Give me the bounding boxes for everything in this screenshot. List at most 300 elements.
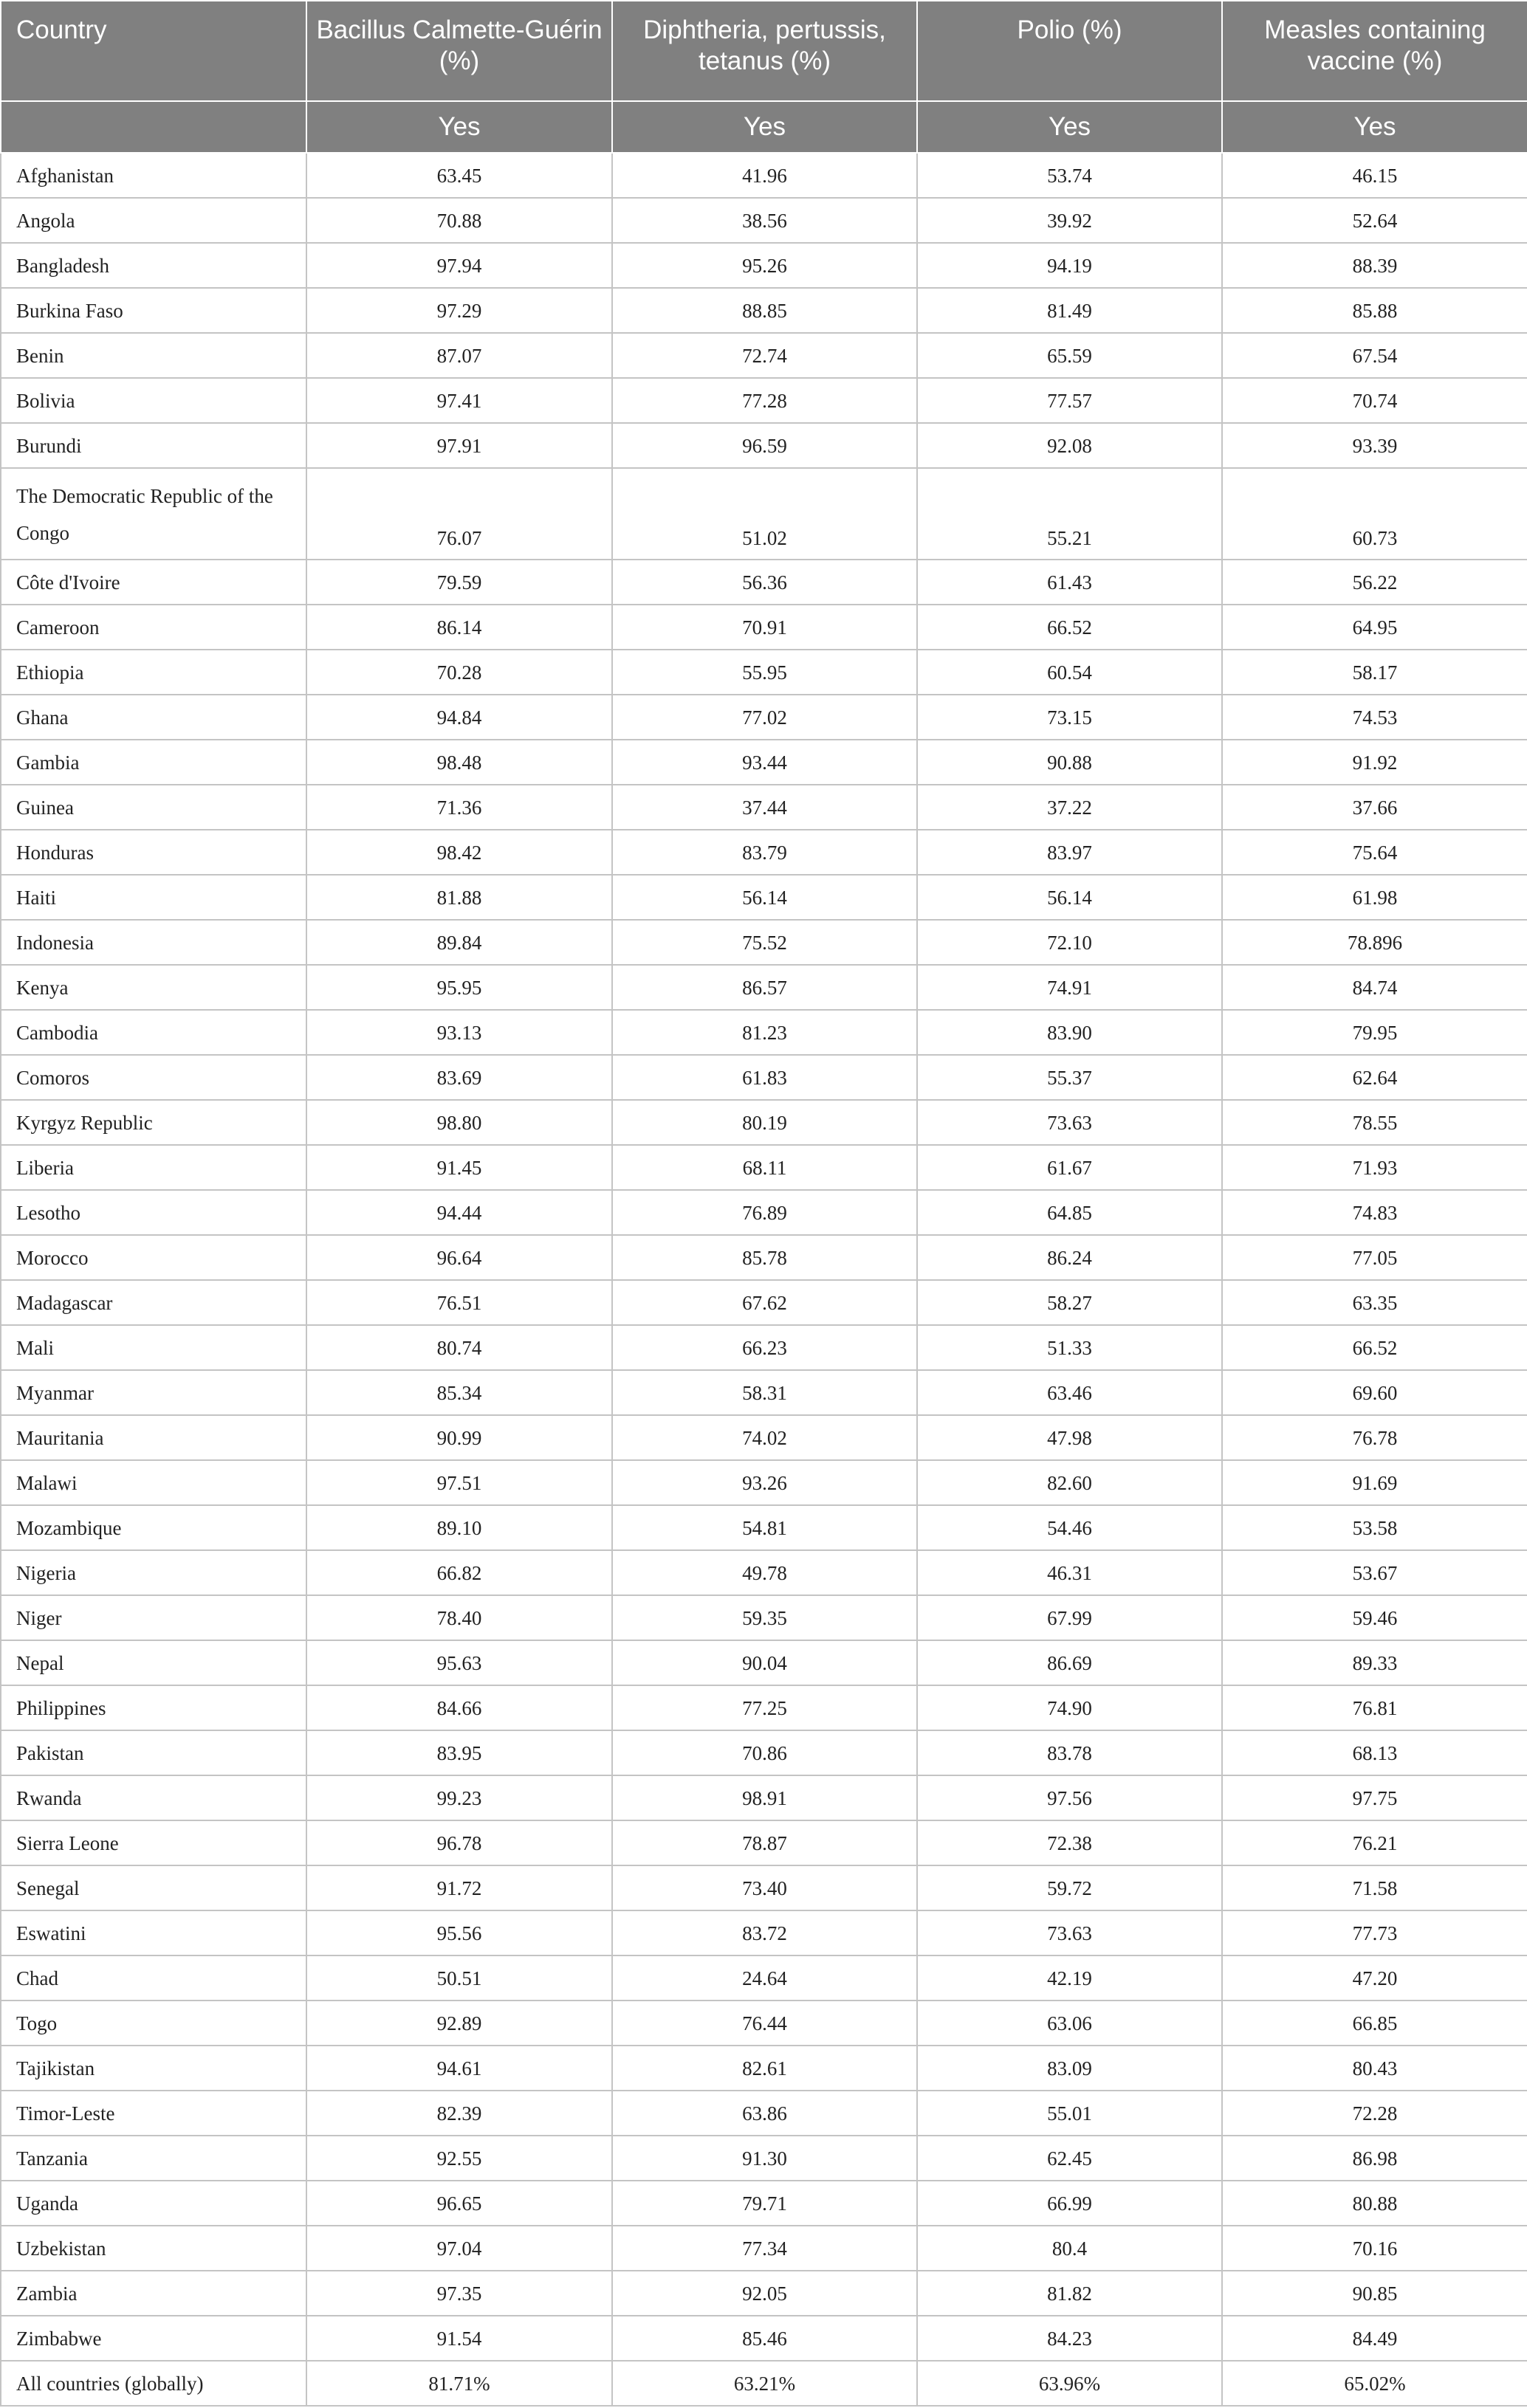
dpt-value-cell: 83.79 — [612, 830, 917, 875]
measles-value-cell: 76.81 — [1222, 1685, 1527, 1730]
measles-value-cell: 68.13 — [1222, 1730, 1527, 1775]
measles-value-cell: 93.39 — [1222, 423, 1527, 468]
dpt-value-cell: 77.02 — [612, 695, 917, 740]
table-row — [1, 2316, 1527, 2361]
measles-value-cell: 53.67 — [1222, 1550, 1527, 1595]
bcg-value-cell: 85.34 — [306, 1370, 612, 1415]
polio-value-cell: 72.10 — [917, 920, 1222, 965]
bcg-value-cell: 81.88 — [306, 875, 612, 920]
country-cell: Kenya — [1, 965, 306, 1010]
dpt-value-cell: 24.64 — [612, 1955, 917, 2001]
table-row — [1, 378, 1527, 423]
bcg-value-cell: 89.10 — [306, 1505, 612, 1550]
bcg-value-cell: 82.39 — [306, 2091, 612, 2136]
dpt-value-cell: 90.04 — [612, 1640, 917, 1685]
measles-value-cell: 74.83 — [1222, 1190, 1527, 1235]
measles-value-cell: 58.17 — [1222, 650, 1527, 695]
country-cell: Uzbekistan — [1, 2226, 306, 2271]
measles-value-cell: 71.58 — [1222, 1865, 1527, 1910]
country-cell: Nigeria — [1, 1550, 306, 1595]
table-row — [1, 1280, 1527, 1325]
polio-value-cell: 53.74 — [917, 153, 1222, 198]
measles-value-cell: 78.896 — [1222, 920, 1527, 965]
polio-value-cell: 58.27 — [917, 1280, 1222, 1325]
bcg-value-cell: 81.71% — [306, 2361, 612, 2406]
country-cell: Myanmar — [1, 1370, 306, 1415]
bcg-value-cell: 99.23 — [306, 1775, 612, 1820]
country-cell: Ethiopia — [1, 650, 306, 695]
table-row — [1, 2181, 1527, 2226]
dpt-value-cell: 74.02 — [612, 1415, 917, 1460]
table-row — [1, 605, 1527, 650]
measles-value-cell: 60.73 — [1222, 468, 1527, 560]
country-cell: The Democratic Republic of the Congo — [1, 468, 306, 560]
dpt-value-cell: 56.14 — [612, 875, 917, 920]
bcg-value-cell: 91.45 — [306, 1145, 612, 1190]
polio-value-cell: 92.08 — [917, 423, 1222, 468]
table-row — [1, 1325, 1527, 1370]
polio-value-cell: 73.63 — [917, 1100, 1222, 1145]
measles-value-cell: 65.02% — [1222, 2361, 1527, 2406]
polio-value-cell: 63.06 — [917, 2001, 1222, 2046]
measles-column-header: Measles containing vaccine (%) — [1222, 1, 1527, 101]
table-header — [1, 1, 1527, 153]
polio-value-cell: 55.37 — [917, 1055, 1222, 1100]
country-cell: Niger — [1, 1595, 306, 1640]
polio-value-cell: 66.99 — [917, 2181, 1222, 2226]
measles-value-cell: 56.22 — [1222, 560, 1527, 605]
dpt-value-cell: 75.52 — [612, 920, 917, 965]
dpt-value-cell: 66.23 — [612, 1325, 917, 1370]
dpt-value-cell: 41.96 — [612, 153, 917, 198]
polio-value-cell: 86.69 — [917, 1640, 1222, 1685]
bcg-value-cell: 96.64 — [306, 1235, 612, 1280]
measles-value-cell: 77.05 — [1222, 1235, 1527, 1280]
polio-value-cell: 97.56 — [917, 1775, 1222, 1820]
dpt-value-cell: 68.11 — [612, 1145, 917, 1190]
bcg-value-cell: 63.45 — [306, 153, 612, 198]
polio-value-cell: 80.4 — [917, 2226, 1222, 2271]
table-row — [1, 965, 1527, 1010]
subheader-row — [1, 101, 1527, 153]
measles-value-cell: 61.98 — [1222, 875, 1527, 920]
bcg-value-cell: 92.89 — [306, 2001, 612, 2046]
bcg-value-cell: 98.48 — [306, 740, 612, 785]
dpt-value-cell: 96.59 — [612, 423, 917, 468]
table-row — [1, 423, 1527, 468]
measles-value-cell: 77.73 — [1222, 1910, 1527, 1955]
measles-value-cell: 91.92 — [1222, 740, 1527, 785]
polio-value-cell: 66.52 — [917, 605, 1222, 650]
country-cell: Pakistan — [1, 1730, 306, 1775]
bcg-value-cell: 70.88 — [306, 198, 612, 243]
country-cell: All countries (globally) — [1, 2361, 306, 2406]
measles-value-cell: 89.33 — [1222, 1640, 1527, 1685]
measles-value-cell: 88.39 — [1222, 243, 1527, 288]
bcg-value-cell: 70.28 — [306, 650, 612, 695]
bcg-value-cell: 80.74 — [306, 1325, 612, 1370]
table-row — [1, 1775, 1527, 1820]
measles-value-cell: 90.85 — [1222, 2271, 1527, 2316]
country-cell: Angola — [1, 198, 306, 243]
table-row — [1, 1685, 1527, 1730]
polio-value-cell: 81.82 — [917, 2271, 1222, 2316]
dpt-value-cell: 88.85 — [612, 288, 917, 333]
country-cell: Cambodia — [1, 1010, 306, 1055]
dpt-value-cell: 59.35 — [612, 1595, 917, 1640]
table-row — [1, 830, 1527, 875]
bcg-value-cell: 66.82 — [306, 1550, 612, 1595]
polio-value-cell: 94.19 — [917, 243, 1222, 288]
polio-value-cell: 67.99 — [917, 1595, 1222, 1640]
table-row — [1, 1100, 1527, 1145]
table-row — [1, 288, 1527, 333]
bcg-value-cell: 79.59 — [306, 560, 612, 605]
bcg-value-cell: 97.04 — [306, 2226, 612, 2271]
bcg-subheader: Yes — [306, 101, 612, 153]
polio-value-cell: 86.24 — [917, 1235, 1222, 1280]
country-cell: Chad — [1, 1955, 306, 2001]
table-row — [1, 1415, 1527, 1460]
bcg-value-cell: 91.72 — [306, 1865, 612, 1910]
bcg-value-cell: 86.14 — [306, 605, 612, 650]
table-row — [1, 1505, 1527, 1550]
country-cell: Nepal — [1, 1640, 306, 1685]
polio-value-cell: 61.67 — [917, 1145, 1222, 1190]
bcg-value-cell: 97.29 — [306, 288, 612, 333]
table-row — [1, 1055, 1527, 1100]
table-row — [1, 1730, 1527, 1775]
polio-value-cell: 83.78 — [917, 1730, 1222, 1775]
table-row — [1, 1820, 1527, 1865]
dpt-value-cell: 73.40 — [612, 1865, 917, 1910]
country-cell: Indonesia — [1, 920, 306, 965]
polio-value-cell: 72.38 — [917, 1820, 1222, 1865]
table-row — [1, 1145, 1527, 1190]
country-cell: Liberia — [1, 1145, 306, 1190]
polio-value-cell: 73.63 — [917, 1910, 1222, 1955]
polio-value-cell: 73.15 — [917, 695, 1222, 740]
dpt-value-cell: 78.87 — [612, 1820, 917, 1865]
measles-value-cell: 59.46 — [1222, 1595, 1527, 1640]
polio-value-cell: 46.31 — [917, 1550, 1222, 1595]
table-row — [1, 198, 1527, 243]
table-row — [1, 560, 1527, 605]
polio-value-cell: 74.90 — [917, 1685, 1222, 1730]
dpt-value-cell: 55.95 — [612, 650, 917, 695]
bcg-value-cell: 97.41 — [306, 378, 612, 423]
table-row — [1, 1190, 1527, 1235]
table-row — [1, 1235, 1527, 1280]
measles-value-cell: 53.58 — [1222, 1505, 1527, 1550]
dpt-value-cell: 51.02 — [612, 468, 917, 560]
table-row — [1, 785, 1527, 830]
dpt-value-cell: 76.89 — [612, 1190, 917, 1235]
polio-value-cell: 56.14 — [917, 875, 1222, 920]
country-column-header: Country — [1, 1, 306, 101]
measles-value-cell: 72.28 — [1222, 2091, 1527, 2136]
measles-subheader: Yes — [1222, 101, 1527, 153]
measles-value-cell: 37.66 — [1222, 785, 1527, 830]
dpt-value-cell: 79.71 — [612, 2181, 917, 2226]
polio-value-cell: 62.45 — [917, 2136, 1222, 2181]
dpt-value-cell: 54.81 — [612, 1505, 917, 1550]
dpt-value-cell: 93.26 — [612, 1460, 917, 1505]
polio-value-cell: 59.72 — [917, 1865, 1222, 1910]
table-row — [1, 695, 1527, 740]
country-cell: Tanzania — [1, 2136, 306, 2181]
country-cell: Togo — [1, 2001, 306, 2046]
polio-value-cell: 84.23 — [917, 2316, 1222, 2361]
table-row — [1, 1370, 1527, 1415]
measles-value-cell: 86.98 — [1222, 2136, 1527, 2181]
table-row — [1, 1550, 1527, 1595]
bcg-value-cell: 94.84 — [306, 695, 612, 740]
dpt-column-header: Diphtheria, pertussis, tetanus (%) — [612, 1, 917, 101]
dpt-value-cell: 76.44 — [612, 2001, 917, 2046]
table-row — [1, 243, 1527, 288]
polio-value-cell: 55.21 — [917, 468, 1222, 560]
table-row — [1, 920, 1527, 965]
bcg-value-cell: 93.13 — [306, 1010, 612, 1055]
polio-value-cell: 81.49 — [917, 288, 1222, 333]
bcg-value-cell: 94.61 — [306, 2046, 612, 2091]
polio-value-cell: 82.60 — [917, 1460, 1222, 1505]
dpt-value-cell: 58.31 — [612, 1370, 917, 1415]
country-cell: Tajikistan — [1, 2046, 306, 2091]
country-cell: Madagascar — [1, 1280, 306, 1325]
polio-value-cell: 83.90 — [917, 1010, 1222, 1055]
dpt-value-cell: 80.19 — [612, 1100, 917, 1145]
table-row — [1, 1460, 1527, 1505]
bcg-value-cell: 94.44 — [306, 1190, 612, 1235]
country-cell: Bangladesh — [1, 243, 306, 288]
subheader-empty-cell — [1, 101, 306, 153]
dpt-value-cell: 49.78 — [612, 1550, 917, 1595]
table-row — [1, 333, 1527, 378]
country-cell: Côte d'Ivoire — [1, 560, 306, 605]
table-row — [1, 2136, 1527, 2181]
table-row — [1, 2091, 1527, 2136]
measles-value-cell: 70.16 — [1222, 2226, 1527, 2271]
bcg-value-cell: 98.42 — [306, 830, 612, 875]
table-body — [1, 153, 1527, 2406]
table-row — [1, 875, 1527, 920]
bcg-value-cell: 97.51 — [306, 1460, 612, 1505]
polio-value-cell: 37.22 — [917, 785, 1222, 830]
country-cell: Afghanistan — [1, 153, 306, 198]
measles-value-cell: 85.88 — [1222, 288, 1527, 333]
country-cell: Bolivia — [1, 378, 306, 423]
dpt-value-cell: 85.46 — [612, 2316, 917, 2361]
country-cell: Uganda — [1, 2181, 306, 2226]
measles-value-cell: 46.15 — [1222, 153, 1527, 198]
dpt-value-cell: 77.28 — [612, 378, 917, 423]
bcg-column-header: Bacillus Calmette-Guérin (%) — [306, 1, 612, 101]
polio-value-cell: 39.92 — [917, 198, 1222, 243]
dpt-value-cell: 63.21% — [612, 2361, 917, 2406]
measles-value-cell: 66.52 — [1222, 1325, 1527, 1370]
bcg-value-cell: 83.95 — [306, 1730, 612, 1775]
dpt-value-cell: 67.62 — [612, 1280, 917, 1325]
country-cell: Malawi — [1, 1460, 306, 1505]
measles-value-cell: 47.20 — [1222, 1955, 1527, 2001]
polio-value-cell: 61.43 — [917, 560, 1222, 605]
polio-value-cell: 64.85 — [917, 1190, 1222, 1235]
bcg-value-cell: 97.94 — [306, 243, 612, 288]
bcg-value-cell: 95.56 — [306, 1910, 612, 1955]
dpt-value-cell: 56.36 — [612, 560, 917, 605]
measles-value-cell: 70.74 — [1222, 378, 1527, 423]
table-row — [1, 1595, 1527, 1640]
measles-value-cell: 76.78 — [1222, 1415, 1527, 1460]
country-cell: Guinea — [1, 785, 306, 830]
measles-value-cell: 66.85 — [1222, 2001, 1527, 2046]
dpt-value-cell: 91.30 — [612, 2136, 917, 2181]
country-cell: Haiti — [1, 875, 306, 920]
country-cell: Mauritania — [1, 1415, 306, 1460]
polio-value-cell: 63.96% — [917, 2361, 1222, 2406]
dpt-value-cell: 92.05 — [612, 2271, 917, 2316]
dpt-value-cell: 77.25 — [612, 1685, 917, 1730]
country-cell: Morocco — [1, 1235, 306, 1280]
table-row — [1, 650, 1527, 695]
header-row — [1, 1, 1527, 101]
polio-value-cell: 60.54 — [917, 650, 1222, 695]
country-cell: Honduras — [1, 830, 306, 875]
bcg-value-cell: 95.95 — [306, 965, 612, 1010]
bcg-value-cell: 92.55 — [306, 2136, 612, 2181]
table-row — [1, 468, 1527, 560]
bcg-value-cell: 87.07 — [306, 333, 612, 378]
measles-value-cell: 78.55 — [1222, 1100, 1527, 1145]
polio-value-cell: 65.59 — [917, 333, 1222, 378]
table-row — [1, 1865, 1527, 1910]
polio-value-cell: 77.57 — [917, 378, 1222, 423]
bcg-value-cell: 50.51 — [306, 1955, 612, 2001]
country-cell: Cameroon — [1, 605, 306, 650]
table-row — [1, 2046, 1527, 2091]
measles-value-cell: 80.88 — [1222, 2181, 1527, 2226]
dpt-value-cell: 37.44 — [612, 785, 917, 830]
dpt-value-cell: 98.91 — [612, 1775, 917, 1820]
country-cell: Rwanda — [1, 1775, 306, 1820]
country-cell: Burundi — [1, 423, 306, 468]
dpt-subheader: Yes — [612, 101, 917, 153]
polio-value-cell: 83.09 — [917, 2046, 1222, 2091]
polio-value-cell: 51.33 — [917, 1325, 1222, 1370]
dpt-value-cell: 93.44 — [612, 740, 917, 785]
measles-value-cell: 79.95 — [1222, 1010, 1527, 1055]
country-cell: Gambia — [1, 740, 306, 785]
table-row — [1, 1910, 1527, 1955]
dpt-value-cell: 70.86 — [612, 1730, 917, 1775]
polio-value-cell: 74.91 — [917, 965, 1222, 1010]
table-row — [1, 153, 1527, 198]
bcg-value-cell: 97.91 — [306, 423, 612, 468]
table-row — [1, 1640, 1527, 1685]
measles-value-cell: 71.93 — [1222, 1145, 1527, 1190]
dpt-value-cell: 70.91 — [612, 605, 917, 650]
measles-value-cell: 84.49 — [1222, 2316, 1527, 2361]
country-cell: Zambia — [1, 2271, 306, 2316]
polio-value-cell: 42.19 — [917, 1955, 1222, 2001]
country-cell: Ghana — [1, 695, 306, 740]
polio-value-cell: 83.97 — [917, 830, 1222, 875]
measles-value-cell: 76.21 — [1222, 1820, 1527, 1865]
bcg-value-cell: 76.07 — [306, 468, 612, 560]
dpt-value-cell: 81.23 — [612, 1010, 917, 1055]
bcg-value-cell: 98.80 — [306, 1100, 612, 1145]
polio-value-cell: 54.46 — [917, 1505, 1222, 1550]
polio-value-cell: 55.01 — [917, 2091, 1222, 2136]
bcg-value-cell: 96.65 — [306, 2181, 612, 2226]
country-cell: Mozambique — [1, 1505, 306, 1550]
country-cell: Lesotho — [1, 1190, 306, 1235]
table-row — [1, 740, 1527, 785]
dpt-value-cell: 63.86 — [612, 2091, 917, 2136]
table-row — [1, 2271, 1527, 2316]
dpt-value-cell: 95.26 — [612, 243, 917, 288]
polio-value-cell: 63.46 — [917, 1370, 1222, 1415]
bcg-value-cell: 71.36 — [306, 785, 612, 830]
country-cell: Timor-Leste — [1, 2091, 306, 2136]
country-cell: Comoros — [1, 1055, 306, 1100]
dpt-value-cell: 83.72 — [612, 1910, 917, 1955]
table-row — [1, 2361, 1527, 2406]
bcg-value-cell: 83.69 — [306, 1055, 612, 1100]
country-cell: Philippines — [1, 1685, 306, 1730]
dpt-value-cell: 77.34 — [612, 2226, 917, 2271]
measles-value-cell: 91.69 — [1222, 1460, 1527, 1505]
bcg-value-cell: 84.66 — [306, 1685, 612, 1730]
polio-value-cell: 90.88 — [917, 740, 1222, 785]
dpt-value-cell: 61.83 — [612, 1055, 917, 1100]
country-cell: Kyrgyz Republic — [1, 1100, 306, 1145]
dpt-value-cell: 82.61 — [612, 2046, 917, 2091]
bcg-value-cell: 76.51 — [306, 1280, 612, 1325]
country-cell: Eswatini — [1, 1910, 306, 1955]
measles-value-cell: 64.95 — [1222, 605, 1527, 650]
polio-subheader: Yes — [917, 101, 1222, 153]
measles-value-cell: 62.64 — [1222, 1055, 1527, 1100]
dpt-value-cell: 86.57 — [612, 965, 917, 1010]
measles-value-cell: 69.60 — [1222, 1370, 1527, 1415]
measles-value-cell: 67.54 — [1222, 333, 1527, 378]
country-cell: Senegal — [1, 1865, 306, 1910]
country-cell: Sierra Leone — [1, 1820, 306, 1865]
measles-value-cell: 52.64 — [1222, 198, 1527, 243]
country-cell: Zimbabwe — [1, 2316, 306, 2361]
measles-value-cell: 75.64 — [1222, 830, 1527, 875]
bcg-value-cell: 90.99 — [306, 1415, 612, 1460]
measles-value-cell: 97.75 — [1222, 1775, 1527, 1820]
dpt-value-cell: 38.56 — [612, 198, 917, 243]
bcg-value-cell: 89.84 — [306, 920, 612, 965]
bcg-value-cell: 78.40 — [306, 1595, 612, 1640]
dpt-value-cell: 72.74 — [612, 333, 917, 378]
table-row — [1, 1955, 1527, 2001]
bcg-value-cell: 96.78 — [306, 1820, 612, 1865]
country-cell: Benin — [1, 333, 306, 378]
table-row — [1, 1010, 1527, 1055]
dpt-value-cell: 85.78 — [612, 1235, 917, 1280]
country-cell: Mali — [1, 1325, 306, 1370]
table-row — [1, 2001, 1527, 2046]
country-cell: Burkina Faso — [1, 288, 306, 333]
measles-value-cell: 63.35 — [1222, 1280, 1527, 1325]
measles-value-cell: 84.74 — [1222, 965, 1527, 1010]
